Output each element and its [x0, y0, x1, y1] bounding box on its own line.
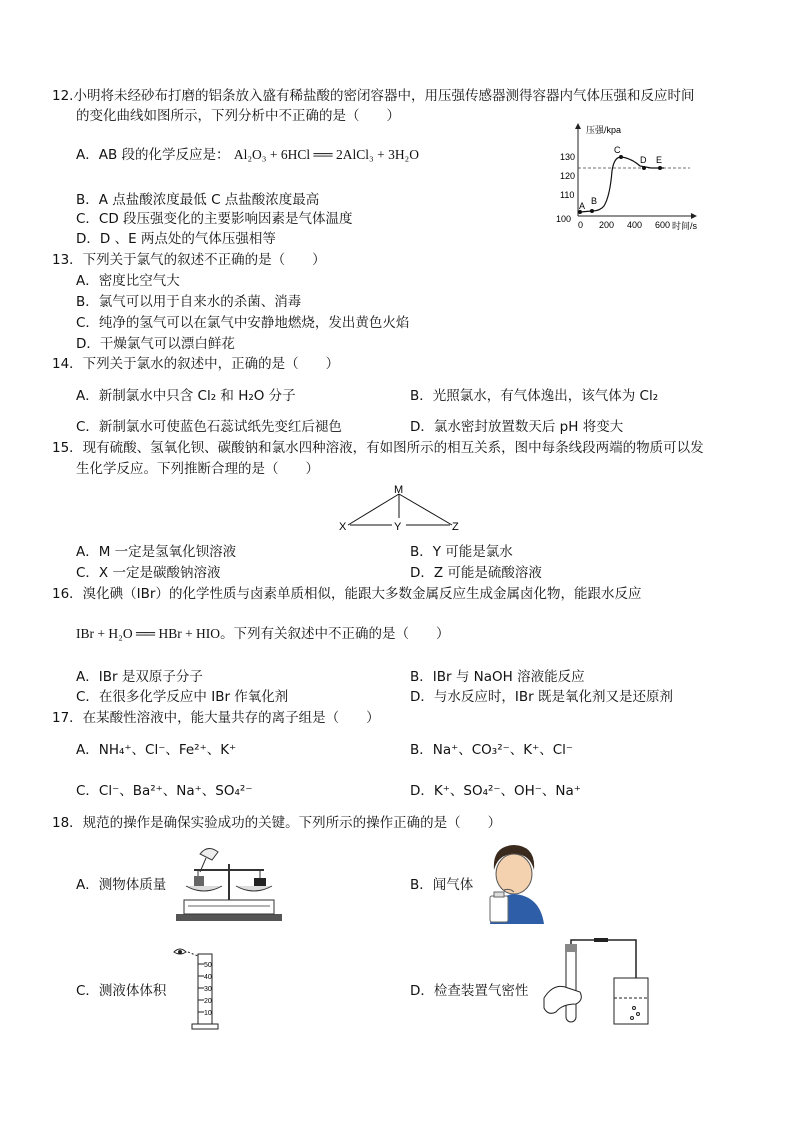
point-a-label: A — [579, 201, 586, 211]
graduated-cylinder-image — [168, 942, 224, 1032]
sight-line — [188, 952, 198, 956]
q15-stem-line1: 15．现有硫酸、氢氧化钡、碳酸钠和氯水四种溶液，有如图所示的相互关系，图中每条线段两端的物质可以发 — [52, 440, 704, 456]
airtightness-check-image — [540, 938, 650, 1032]
chart-ytick-130: 130 — [560, 152, 576, 162]
q18-stem: 18．规范的操作是确保实验成功的关键。下列所示的操作正确的是（ ） — [52, 815, 502, 831]
point-e-label: E — [656, 155, 663, 165]
chart-xtick-0: 0 — [578, 220, 584, 230]
test-tube — [566, 948, 576, 1022]
point-d-label: D — [640, 155, 647, 165]
chart-ytick-100: 100 — [556, 214, 572, 224]
left-pan — [186, 886, 222, 891]
q17-stem: 17．在某酸性溶液中，能大量共存的离子组是（ ） — [52, 710, 380, 726]
q16-stem-tail: 。下列有关叙述中不正确的是（ ） — [220, 626, 450, 642]
q15-option-a: A．M 一定是氢氧化钡溶液 — [76, 544, 237, 560]
chart-ytick-110: 110 — [560, 190, 575, 200]
q16-equation: IBr + H₂O ══ HBr + HIO — [76, 626, 221, 641]
scale-body — [184, 900, 274, 914]
q12-stem-line1: 12.小明将未经砂布打磨的铝条放入盛有稀盐酸的密闭容器中，用压强传感器测得容器内气体压强和反应时间 — [52, 88, 695, 104]
node-x: X — [339, 521, 347, 533]
point-c-label: C — [614, 145, 621, 155]
tick-50: 50 — [204, 962, 212, 969]
q18-option-d: D．检查装置气密性 — [410, 983, 529, 999]
q12-option-d: D．D 、E 两点处的气体压强相等 — [76, 231, 276, 247]
chart-xtick-200: 200 — [599, 220, 615, 230]
node-z: Z — [452, 521, 459, 533]
smelling-gas-image — [480, 840, 552, 924]
scale-base — [176, 914, 282, 921]
line-m-x — [348, 494, 399, 525]
q14-option-d: D．氯水密封放置数天后 pH 将变大 — [410, 419, 624, 435]
node-y: Y — [394, 521, 402, 533]
q12-option-b: B．A 点盐酸浓度最低 C 点盐酸浓度最高 — [76, 192, 320, 208]
line-m-z — [399, 494, 452, 525]
node-m: M — [394, 484, 404, 496]
q12-option-a — [76, 145, 419, 165]
tick-40: 40 — [204, 974, 212, 981]
q12-stem-line2: 的变化曲线如图所示，下列分析中不正确的是（ ） — [76, 108, 400, 124]
q14-option-c: C．新制氯水可使蓝色石蕊试纸先变红后褪色 — [76, 419, 342, 435]
gas-bottle — [490, 896, 508, 922]
q16-stem-line1: 16．溴化碘（IBr）的化学性质与卤素单质相似，能跟大多数金属反应生成金属卤化物，能跟水反应 — [52, 586, 642, 602]
tick-10: 10 — [204, 1010, 212, 1017]
right-pan — [236, 886, 272, 891]
weight-object — [194, 876, 204, 886]
q13-option-a: A．密度比空气大 — [76, 273, 180, 289]
face — [496, 854, 532, 894]
q15-option-b: B．Y 可能是氯水 — [410, 544, 513, 560]
point-b — [590, 209, 594, 213]
q12-option-c: C．CD 段压强变化的主要影响因素是气体温度 — [76, 211, 353, 227]
chart-xtick-600: 600 — [655, 220, 671, 230]
cylinder-base — [192, 1024, 218, 1029]
reaction-triangle-diagram — [336, 480, 466, 536]
q15-option-c: C．X 一定是碳酸钠溶液 — [76, 565, 221, 581]
q13-option-c: C．纯净的氢气可以在氯气中安静地燃烧，发出黄色火焰 — [76, 315, 410, 331]
q17-option-c: C．Cl⁻、Ba²⁺、Na⁺、SO₄²⁻ — [76, 783, 253, 799]
chart-xtick-400: 400 — [627, 220, 643, 230]
q17-option-d: D．K⁺、SO₄²⁻、OH⁻、Na⁺ — [410, 783, 581, 799]
q16-option-a: A．IBr 是双原子分子 — [76, 669, 203, 685]
q17-option-b: B．Na⁺、CO₃²⁻、K⁺、Cl⁻ — [410, 742, 574, 758]
tick-30: 30 — [204, 986, 212, 993]
point-e — [658, 166, 662, 170]
q14-option-a: A．新制氯水中只含 Cl₂ 和 H₂O 分子 — [76, 388, 296, 404]
q15-option-d: D．Z 可能是硫酸溶液 — [410, 565, 542, 581]
q12-option-a-prefix: A．AB 段的化学反应是： — [76, 147, 230, 163]
q13-option-d: D．干燥氯气可以漂白鲜花 — [76, 336, 235, 352]
q14-option-b: B．光照氯水，有气体逸出，该气体为 Cl₂ — [410, 388, 659, 404]
point-c — [619, 155, 623, 159]
q18-option-b: B．闻气体 — [410, 877, 474, 893]
q17-option-a: A．NH₄⁺、Cl⁻、Fe²⁺、K⁺ — [76, 742, 237, 758]
q13-stem: 13．下列关于氯气的叙述不正确的是（ ） — [52, 252, 326, 268]
chart-ylabel: 压强/kpa — [586, 125, 622, 135]
chart-xlabel: 时间/s — [672, 221, 698, 231]
q16-option-b: B．IBr 与 NaOH 溶液能反应 — [410, 669, 585, 685]
point-d — [642, 166, 646, 170]
q13-option-b: B．氯气可以用于自来水的杀菌、消毒 — [76, 294, 302, 310]
q16-option-d: D．与水反应时，IBr 既是氧化剂又是还原剂 — [410, 689, 673, 705]
chart-ytick-120: 120 — [560, 171, 576, 181]
sample-object — [254, 878, 266, 886]
delivery-tube — [571, 940, 636, 984]
pressure-time-chart — [556, 116, 706, 236]
q12-option-a-equation: Al₂O₃ + 6HCl ══ 2AlCl₃ + 3H₂O — [233, 147, 420, 162]
q18-option-c: C．测液体体积 — [76, 983, 167, 999]
point-b-label: B — [591, 196, 598, 206]
q16-option-c: C．在很多化学反应中 IBr 作氧化剂 — [76, 689, 289, 705]
q15-stem-line2: 生化学反应。下列推断合理的是（ ） — [76, 461, 319, 477]
q18-option-a: A．测物体质量 — [76, 877, 167, 893]
rubber-stopper — [565, 944, 577, 952]
hand-with-tweezers — [200, 848, 218, 860]
q16-stem-line2 — [76, 624, 450, 644]
tick-20: 20 — [204, 998, 212, 1005]
q14-stem: 14．下列关于氯水的叙述中，正确的是（ ） — [52, 356, 340, 372]
balance-scale-image — [172, 838, 288, 924]
